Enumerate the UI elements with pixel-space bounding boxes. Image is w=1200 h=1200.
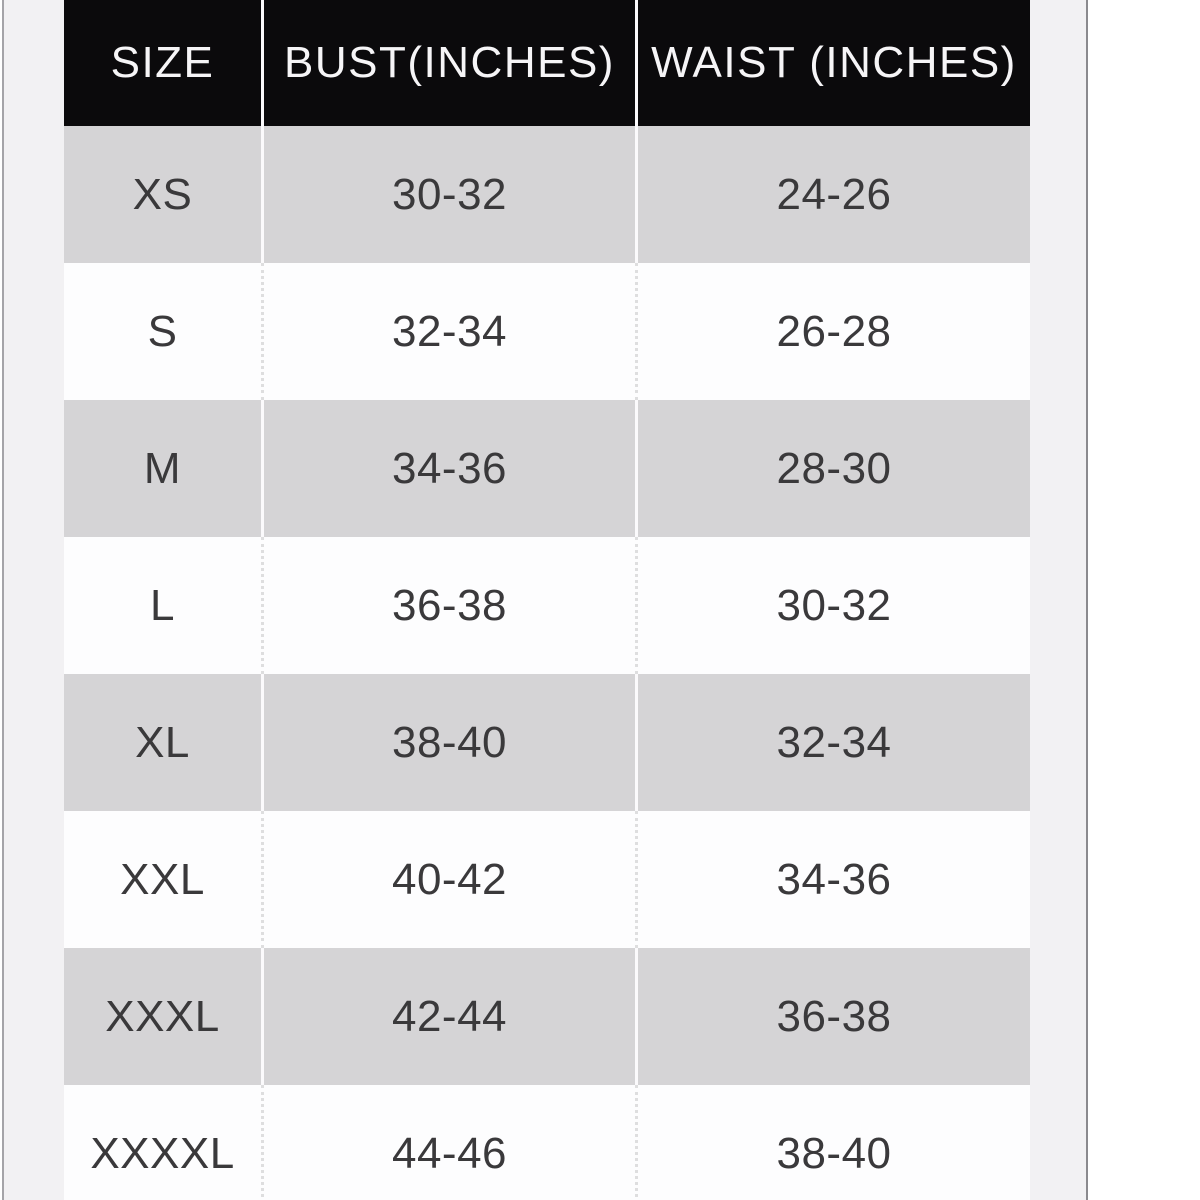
size-cell: L: [64, 537, 261, 674]
waist-cell: 28-30: [635, 400, 1030, 537]
size-cell: XL: [64, 674, 261, 811]
table-row-xs: [64, 126, 1030, 263]
table-row-m: [64, 400, 1030, 537]
header-cell-size: SIZE: [64, 0, 261, 126]
waist-cell: 30-32: [635, 537, 1030, 674]
table-row-xxxxl: [64, 1085, 1030, 1200]
waist-cell: 24-26: [635, 126, 1030, 263]
waist-cell: 26-28: [635, 263, 1030, 400]
bust-cell: 30-32: [261, 126, 635, 263]
bust-cell: 42-44: [261, 948, 635, 1085]
table-row-xxxl: [64, 948, 1030, 1085]
size-cell: XXXL: [64, 948, 261, 1085]
table-row-l: [64, 537, 1030, 674]
header-cell-waist: WAIST (INCHES): [635, 0, 1030, 126]
bust-cell: 32-34: [261, 263, 635, 400]
bust-cell: 40-42: [261, 811, 635, 948]
bust-cell: 34-36: [261, 400, 635, 537]
waist-cell: 32-34: [635, 674, 1030, 811]
size-cell: XS: [64, 126, 261, 263]
header-cell-bust: BUST(INCHES): [261, 0, 635, 126]
sheet-background: [2, 0, 1088, 1200]
size-chart-header-row: [64, 0, 1030, 126]
bust-cell: 36-38: [261, 537, 635, 674]
waist-cell: 38-40: [635, 1085, 1030, 1200]
size-cell: S: [64, 263, 261, 400]
size-cell: XXL: [64, 811, 261, 948]
table-row-xxl: [64, 811, 1030, 948]
waist-cell: 34-36: [635, 811, 1030, 948]
waist-cell: 36-38: [635, 948, 1030, 1085]
bust-cell: 44-46: [261, 1085, 635, 1200]
table-row-s: [64, 263, 1030, 400]
bust-cell: 38-40: [261, 674, 635, 811]
size-chart-table: [64, 0, 1030, 1200]
table-row-xl: [64, 674, 1030, 811]
size-cell: XXXXL: [64, 1085, 261, 1200]
size-cell: M: [64, 400, 261, 537]
